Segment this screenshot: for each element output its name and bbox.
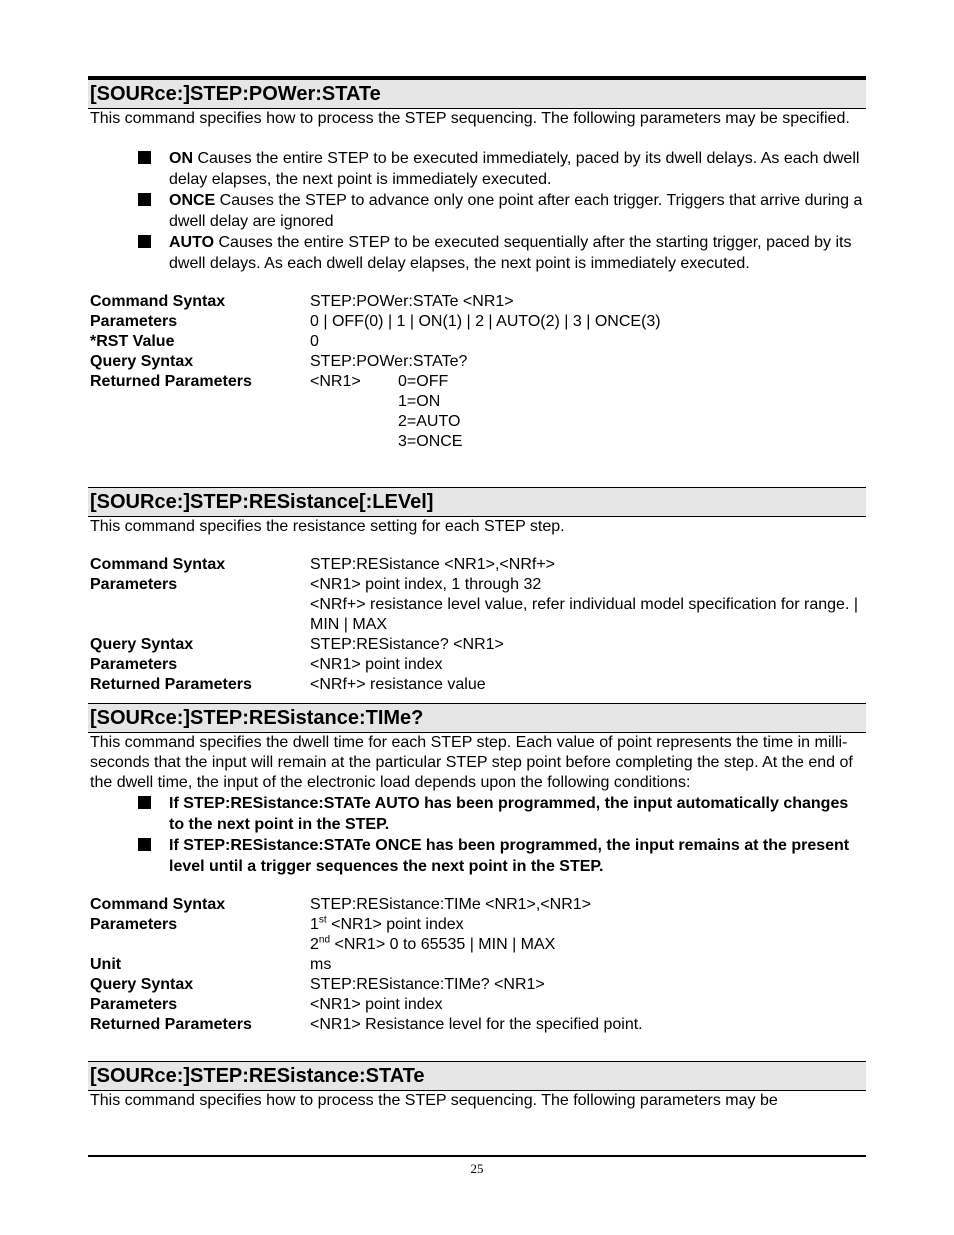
row-label: Parameters [90, 916, 178, 933]
row-value: 0 [310, 333, 319, 350]
page-number: 25 [88, 1155, 866, 1177]
row-label: Command Syntax [90, 293, 226, 310]
row-value: 0 | OFF(0) | 1 | ON(1) | 2 | AUTO(2) | 3 | ONCE(3) [310, 313, 661, 330]
row-value: 2nd <NR1> 0 to 65535 | MIN | MAX [310, 934, 556, 953]
row-value: 1st <NR1> point index [310, 914, 464, 933]
square-bullet-icon [138, 796, 151, 809]
list-item [88, 835, 866, 877]
row-value: STEP:POWer:STATe? [310, 353, 468, 370]
row-value: ms [310, 956, 332, 973]
bullet-text: Causes the STEP to advance only one point after each trigger. Triggers that arrive during a dwell delay are ignored [169, 192, 863, 230]
list-item [88, 793, 866, 835]
bullet-text: If STEP:RESistance:STATe AUTO has been programmed, the input automatically changes to the next point in the STEP. [169, 795, 849, 833]
row-label: Query Syntax [90, 353, 194, 370]
page-content [88, 76, 866, 1111]
list-item [88, 148, 866, 190]
row-label: Command Syntax [90, 556, 226, 573]
return-value: 3=ONCE [398, 433, 463, 450]
list-item [88, 232, 866, 274]
row-value: <NRf+> resistance level value, refer individual model specification for range. | MIN | MAX [310, 596, 858, 633]
return-value: 1=ON [398, 393, 441, 410]
return-value: 2=AUTO [398, 413, 461, 430]
row-value: STEP:POWer:STATe <NR1> [310, 293, 514, 310]
square-bullet-icon [138, 151, 151, 164]
bullet-text: Causes the entire STEP to be executed immediately, paced by its dwell delays. As each dwell delay elapses, the next point is immediately executed. [169, 150, 860, 188]
row-label: Query Syntax [90, 976, 194, 993]
row-value: <NR1> point index, 1 through 32 [310, 576, 542, 593]
command-table [88, 292, 866, 452]
list-item [88, 190, 866, 232]
row-value: <NR1> point index [310, 656, 443, 673]
row-label: Parameters [90, 996, 178, 1013]
row-value: <NR1> point index [310, 996, 443, 1013]
return-value: 0=OFF [398, 373, 449, 390]
row-value: STEP:RESistance:TIMe? <NR1> [310, 976, 545, 993]
section-resistance-time [88, 703, 866, 1035]
square-bullet-icon [138, 235, 151, 248]
bullet-text: Causes the entire STEP to be executed sequentially after the starting trigger, paced by its dwell delays. As each dwell delay elapses, the next point is immediately executed. [169, 234, 852, 272]
square-bullet-icon [138, 838, 151, 851]
row-label: Query Syntax [90, 636, 194, 653]
section-power-state [88, 80, 866, 452]
row-label: Returned Parameters [90, 676, 252, 693]
row-label: Command Syntax [90, 896, 226, 913]
section-title: [SOURce:]STEP:RESistance:TIMe? [88, 703, 866, 733]
command-table [88, 555, 866, 695]
row-value: <NR1> [310, 373, 361, 390]
section-description: This command specifies how to process the STEP sequencing. The following parameters may be [90, 1092, 778, 1109]
returned-values [310, 372, 866, 452]
section-title: [SOURce:]STEP:POWer:STATe [88, 80, 866, 109]
row-label [90, 935, 310, 955]
square-bullet-icon [138, 193, 151, 206]
bullet-term: AUTO [169, 234, 215, 251]
section-title: [SOURce:]STEP:RESistance:STATe [88, 1061, 866, 1091]
section-description: This command specifies how to process the STEP sequencing. The following parameters may be specified. [90, 110, 850, 127]
command-table [88, 895, 866, 1035]
bullet-list [88, 793, 866, 877]
row-label: Parameters [90, 313, 178, 330]
row-label [90, 595, 310, 635]
section-description: This command specifies the dwell time for each STEP step. Each value of point represents the time in milli-seconds that the input will remain at the particular STEP step point before completing the step. At the end of the dwell time, the input of the electronic load depends upon the following conditions: [90, 734, 853, 791]
row-label: Returned Parameters [90, 373, 252, 390]
row-value: <NRf+> resistance value [310, 676, 486, 693]
row-label: Parameters [90, 576, 178, 593]
bullet-term: ONCE [169, 192, 216, 209]
bullet-term: ON [169, 150, 193, 167]
bullet-list [88, 148, 866, 274]
section-title: [SOURce:]STEP:RESistance[:LEVel] [88, 487, 866, 517]
row-value: STEP:RESistance? <NR1> [310, 636, 504, 653]
row-label: Unit [90, 956, 122, 973]
section-description: This command specifies the resistance setting for each STEP step. [90, 518, 565, 535]
row-value: STEP:RESistance:TIMe <NR1>,<NR1> [310, 896, 591, 913]
row-label: Returned Parameters [90, 1016, 252, 1033]
row-value: <NR1> Resistance level for the specified point. [310, 1016, 643, 1033]
row-label: Parameters [90, 656, 178, 673]
section-resistance-level [88, 487, 866, 695]
row-value: STEP:RESistance <NR1>,<NRf+> [310, 556, 555, 573]
bullet-text: If STEP:RESistance:STATe ONCE has been programmed, the input remains at the present level until a trigger sequences the next point in the STEP. [169, 837, 850, 875]
section-resistance-state [88, 1061, 866, 1111]
row-label: *RST Value [90, 333, 175, 350]
